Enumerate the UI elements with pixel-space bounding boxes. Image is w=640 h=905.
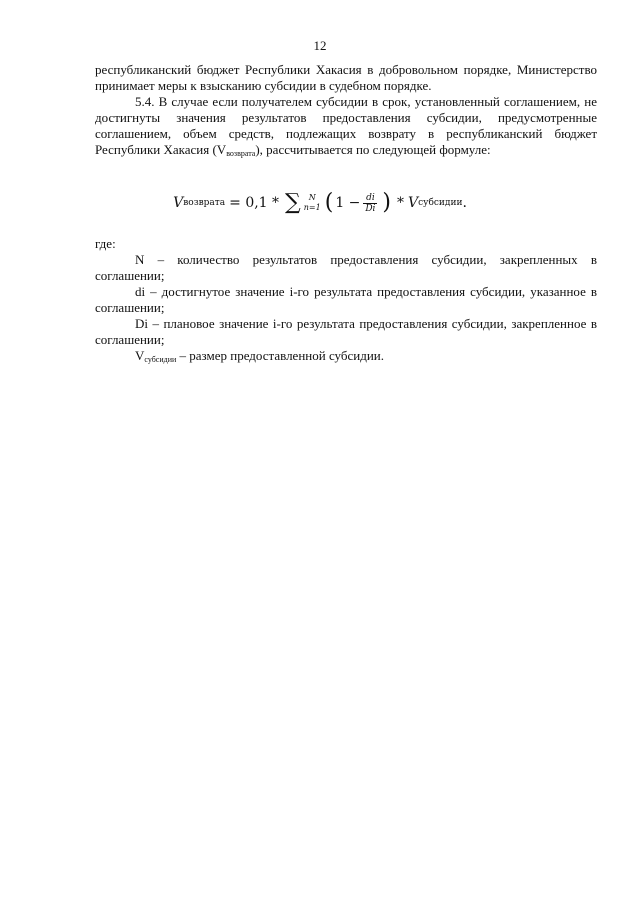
paragraph-5-4-start: 5.4. В случае если получателем субсидии в срок, установленный соглашением, не достигнуты значения результатов предоставления субсидии, предусмотренные соглашением, объем средств, подлежащих возврату в республиканский бюджет Республики Хакасия (V bbox=[95, 94, 597, 157]
formula-open-paren: ( bbox=[324, 190, 334, 215]
formula-rhs-sub: субсидии bbox=[418, 198, 463, 208]
paragraph-continuation: республиканский бюджет Республики Хакасия в добровольном порядке, Министерство принимает меры к взысканию субсидии в судебном порядке. bbox=[95, 62, 597, 93]
formula-sum-limits bbox=[304, 193, 321, 213]
formula-sum-top: N bbox=[308, 193, 316, 202]
formula-lhs-var: V bbox=[173, 195, 184, 211]
formula-lhs-sub: возврата bbox=[183, 198, 226, 208]
def-v-subsidy bbox=[95, 348, 597, 368]
formula-sum-symbol: ∑ bbox=[285, 190, 301, 215]
formula-close-paren: ) bbox=[382, 190, 391, 215]
formula-eq: = 0,1 * bbox=[229, 195, 280, 211]
formula-frac-den: Di bbox=[365, 203, 376, 214]
def-Di: Di – плановое значение i-го результата предоставления субсидии, закрепленное в соглашении; bbox=[95, 316, 597, 347]
def-v-sub: субсидии bbox=[144, 355, 177, 364]
v-return-subscript: возврата bbox=[226, 149, 256, 158]
formula-trail: . bbox=[462, 195, 467, 211]
body-text-top bbox=[95, 62, 597, 162]
definitions-block bbox=[95, 236, 597, 368]
def-v-var: V bbox=[135, 348, 145, 363]
formula-mult: * bbox=[397, 195, 404, 211]
paragraph-5-4-end: ), рассчитывается по следующей формуле: bbox=[255, 142, 491, 157]
formula-fraction bbox=[363, 193, 377, 214]
page-number: 12 bbox=[313, 38, 327, 53]
paragraph-5-4 bbox=[95, 94, 597, 162]
return-formula bbox=[0, 192, 640, 214]
formula-one-minus: 1 − bbox=[335, 195, 361, 211]
formula-rhs-var: V bbox=[408, 195, 419, 211]
def-di: di – достигнутое значение i-го результата предоставления субсидии, указанное в соглашении; bbox=[95, 284, 597, 315]
where-label: где: bbox=[95, 236, 116, 251]
def-n: N – количество результатов предоставления субсидии, закрепленных в соглашении; bbox=[95, 252, 597, 283]
formula-frac-num: di bbox=[366, 192, 375, 203]
def-v-text: – размер предоставленной субсидии. bbox=[176, 348, 384, 363]
formula-sum-bottom: n=1 bbox=[303, 203, 321, 212]
